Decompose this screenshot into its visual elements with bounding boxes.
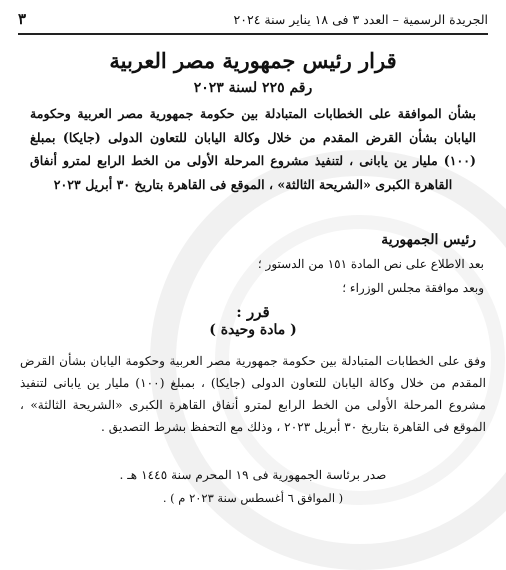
decree-subject: بشأن الموافقة على الخطابات المتبادلة بين حكومة جمهورية مصر العربية وحكومة اليابان بشأن القرض المقدم من خلال وكالة اليابان للتعاون الدولى (جايكا) بمبلغ (١٠٠) مليار ين يابانى ، لتنفيذ مشروع المرحلة الأولى من الخط الرابع لمترو أنفاق القاهرة الكبرى «الشريحة الثالثة» ، الموقع فى القاهرة بتاريخ ٣٠ أبريل ٢٠٢٣ [30, 106, 476, 192]
decided-heading: قرر : [236, 303, 270, 321]
page-number: ٣ [18, 10, 27, 28]
header-divider [18, 33, 488, 35]
decree-title: قرار رئيس جمهورية مصر العربية [109, 48, 397, 73]
article-body: وفق على الخطابات المتبادلة بين حكومة جمهورية مصر العربية وحكومة اليابان بشأن القرض المقدم من خلال وكالة اليابان للتعاون الدولى (جايكا) ، بمبلغ (١٠٠) مليار ين يابانى لتنفيذ مشروع المرحلة الأولى من الخط الرابع لمترو أنفاق القاهرة الكبرى «الشريحة الثالثة» ، الموقع فى القاهرة بتاريخ ٣٠ أبريل ٢٠٢٣ ، وذلك مع التحفظ بشرط التصديق . [20, 354, 486, 434]
decree-number: رقم ٢٢٥ لسنة ٢٠٢٣ [193, 80, 313, 96]
recital-cabinet: وبعد موافقة مجلس الوزراء ؛ [342, 281, 484, 295]
gazette-issue-line: الجريدة الرسمية – العدد ٣ فى ١٨ يناير سنة ٢٠٢٤ [233, 11, 488, 27]
page-header [18, 8, 488, 30]
corresponding-date: ( الموافق ٦ أغسطس سنة ٢٠٢٣ م ) . [162, 491, 344, 505]
president-heading: رئيس الجمهورية [381, 232, 476, 248]
recital-constitution: بعد الاطلاع على نص المادة ١٥١ من الدستور ؛ [257, 257, 484, 271]
article-heading: ( مادة وحيدة ) [209, 322, 297, 338]
issued-line: صدر برئاسة الجمهورية فى ١٩ المحرم سنة ١٤٤٥ هـ . [119, 468, 387, 482]
